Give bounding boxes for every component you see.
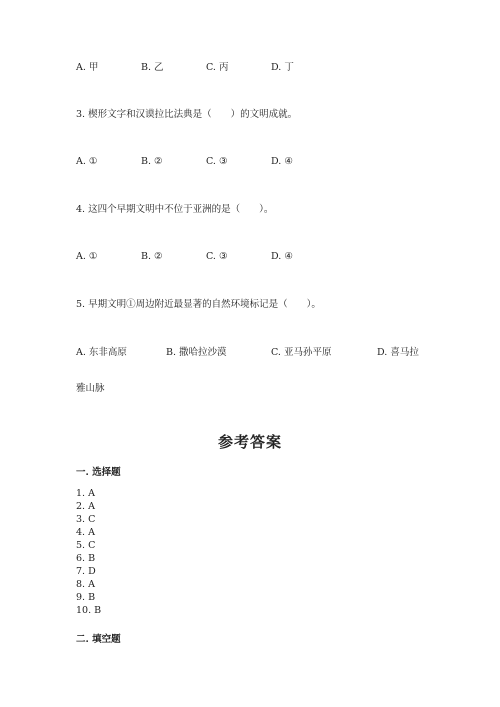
q2-option-a: A. 甲 <box>76 62 99 73</box>
q5-option-d: D. 喜马拉 <box>377 347 419 358</box>
section-heading-choice: 一. 选择题 <box>76 467 121 478</box>
q3-option-a: A. ① <box>76 156 98 167</box>
answer-item: 10. B <box>76 605 102 616</box>
q4-option-a: A. ① <box>76 251 98 262</box>
q2-option-d: D. 丁 <box>271 62 294 73</box>
q4-option-c: C. ③ <box>206 251 228 262</box>
q4-stem: 4. 这四个早期文明中不位于亚洲的是（ ）。 <box>76 204 274 215</box>
q3-option-b: B. ② <box>141 156 163 167</box>
section-heading-fill: 二. 填空题 <box>76 634 121 645</box>
q5-option-c: C. 亚马孙平原 <box>271 347 332 358</box>
answer-item: 6. B <box>76 553 96 564</box>
answer-item: 1. A <box>76 488 95 499</box>
answer-item: 8. A <box>76 579 95 590</box>
q5-option-b: B. 撒哈拉沙漠 <box>166 347 227 358</box>
q4-option-b: B. ② <box>141 251 163 262</box>
answer-item: 2. A <box>76 501 95 512</box>
answer-item: 7. D <box>76 566 96 577</box>
q3-option-c: C. ③ <box>206 156 228 167</box>
q5-stem: 5. 早期文明①周边附近最显著的自然环境标记是（ ）。 <box>76 299 321 310</box>
answer-item: 3. C <box>76 514 96 525</box>
answer-item: 4. A <box>76 527 95 538</box>
q5-option-a: A. 东非高原 <box>76 347 127 358</box>
q2-option-c: C. 丙 <box>206 62 229 73</box>
answer-item: 9. B <box>76 592 96 603</box>
q5-option-d-wrap: 雅山脉 <box>76 383 105 394</box>
q4-option-d: D. ④ <box>271 251 293 262</box>
q3-option-d: D. ④ <box>271 156 293 167</box>
q2-option-b: B. 乙 <box>141 62 164 73</box>
answer-key-title: 参考答案 <box>217 433 282 451</box>
answer-item: 5. C <box>76 540 96 551</box>
q3-stem: 3. 楔形文字和汉谟拉比法典是（ ）的文明成就。 <box>76 109 298 120</box>
